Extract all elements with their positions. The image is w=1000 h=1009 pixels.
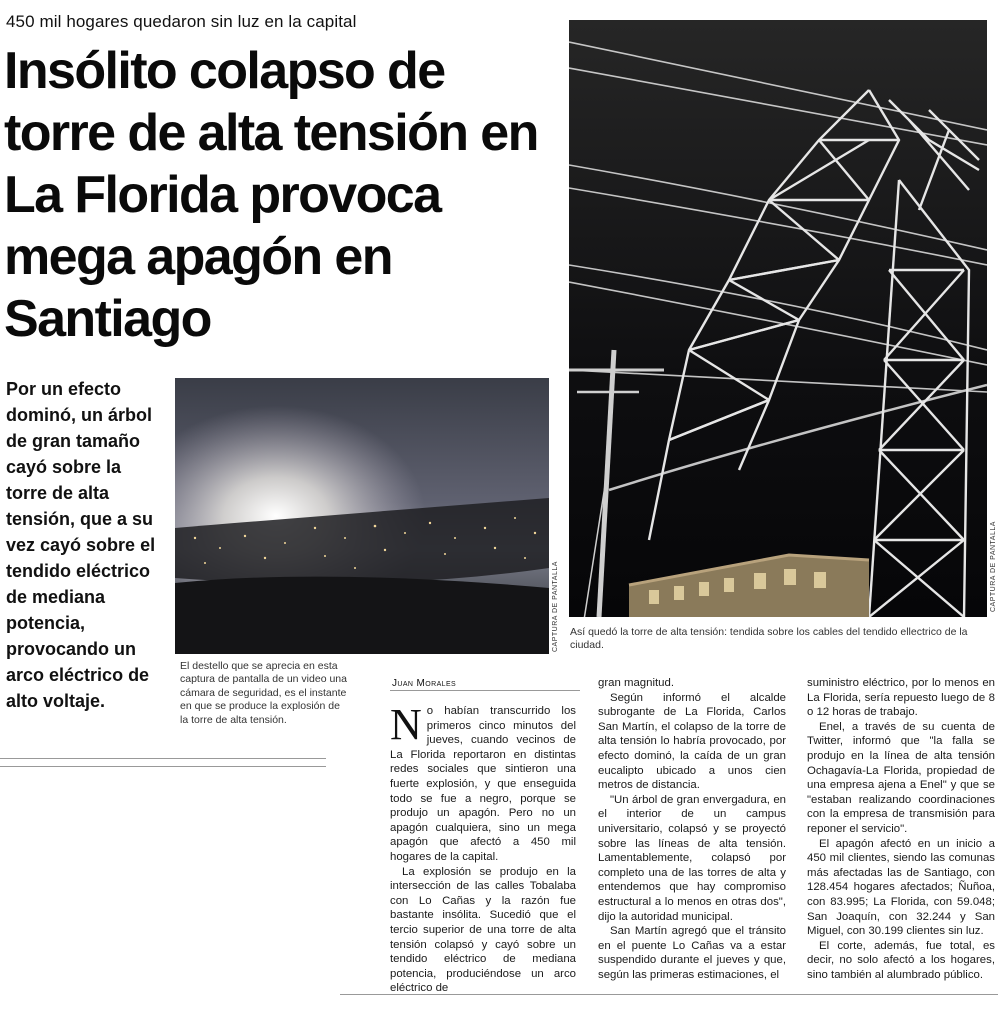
- paragraph: El apagón afectó en un inicio a 450 mil clientes, siendo las comunas más afectadas las de Santiago, con 128.454 hogares afectados; Ñuñoa, con 83.995; La Florida, con 59.048; San Joaquín, con 32.244 y San Miguel, con 30.199 clientes sin luz.: [807, 837, 995, 938]
- paragraph: Según informó el alcalde subrogante de La Florida, Carlos San Martín, el colapso de la torre de alta tensión lo habría provocado, por efecto dominó, la caída de un gran eucalipto ubicado a unos cien metros de distancia.: [598, 691, 786, 792]
- paragraph: El corte, además, fue total, es decir, no solo afectó a los hogares, sino también al alumbrado público.: [807, 939, 995, 981]
- article-column-2: [598, 676, 786, 982]
- small-photo-credit: CAPTURA DE PANTALLA: [552, 561, 559, 652]
- left-divider: [0, 758, 326, 759]
- drop-cap: N: [390, 700, 422, 749]
- main-photo-credit: CAPTURA DE PANTALLA: [990, 521, 997, 612]
- tower-photo: [569, 20, 987, 617]
- article-column-1: [390, 700, 576, 996]
- paragraph: o habían transcurrido los primeros cinco minutos del jueves, cuando vecinos de La Florida reportaron en distintas redes sociales que sintieron una fuerte explosión, y que enseguida todo se fue a negro, porque se produjo un apagón. Pero no un apagón cualquiera, sino un mega apagón que afectó a 450 mil hogares de la capital.: [390, 705, 576, 863]
- paragraph: Enel, a través de su cuenta de Twitter, informó que "la falla se produjo en la línea de alta tensión Ochagavía-La Florida, propiedad de una empresa ajena a Enel" y que se "estaban realizando coordinaciones con la empresa de transmisión para reponer el servicio".: [807, 720, 995, 835]
- kicker: 450 mil hogares quedaron sin luz en la capital: [6, 12, 357, 31]
- article-column-3: [807, 676, 995, 982]
- city-flash-image: [175, 378, 549, 654]
- collapsed-tower-image: [569, 20, 987, 617]
- headline: Insólito colapso de torre de alta tensión en La Florida provoca mega apagón en Santiago: [4, 42, 538, 348]
- deck: Por un efecto dominó, un árbol de gran tamaño cayó sobre la torre de alta tensión, que a su vez cayó sobre el tendido eléctrico de mediana potencia, provocando un arco eléctrico de alto voltaje.: [6, 379, 156, 711]
- main-photo-caption: Así quedó la torre de alta tensión: tendida sobre los cables del tendido ellectrico de la ciudad.: [570, 626, 968, 652]
- paragraph: suministro eléctrico, por lo menos en La Florida, sería repuesto luego de 8 o 12 horas de trabajo.: [807, 677, 995, 719]
- paragraph: La explosión se produjo en la intersección de las calles Tobalaba con Lo Cañas y la razón fue bastante insólita. Sucedió que el tercio superior de una torre de alta tensión colapsó y cayó sobre un tendido eléctrico de mediana potencia, produciéndose un arco eléctrico de: [390, 865, 576, 995]
- paragraph: "Un árbol de gran envergadura, en el interior de un campus universitario, colapsó y se proyectó sobre las líneas de alta tensión. Lamentablemente, colapsó por completo una de las torres de alta y entendemos que hay compromiso estructural a lo menos en otras dos", dijo la autoridad municipal.: [598, 793, 786, 923]
- paragraph: gran magnitud.: [598, 677, 674, 689]
- paragraph: San Martín agregó que el tránsito en el puente Lo Cañas va a estar suspendido durante el jueves y que, según las primeras estimaciones, el: [598, 925, 786, 981]
- left-divider-2: [0, 766, 326, 767]
- flash-photo: [175, 378, 549, 654]
- small-photo-caption: El destello que se aprecia en esta captura de pantalla de un video una cámara de seguridad, es el instante en que se produce la explosión de la torre de alta tensión.: [180, 660, 347, 726]
- byline-rule: [390, 690, 580, 691]
- byline: Juan Morales: [392, 678, 457, 689]
